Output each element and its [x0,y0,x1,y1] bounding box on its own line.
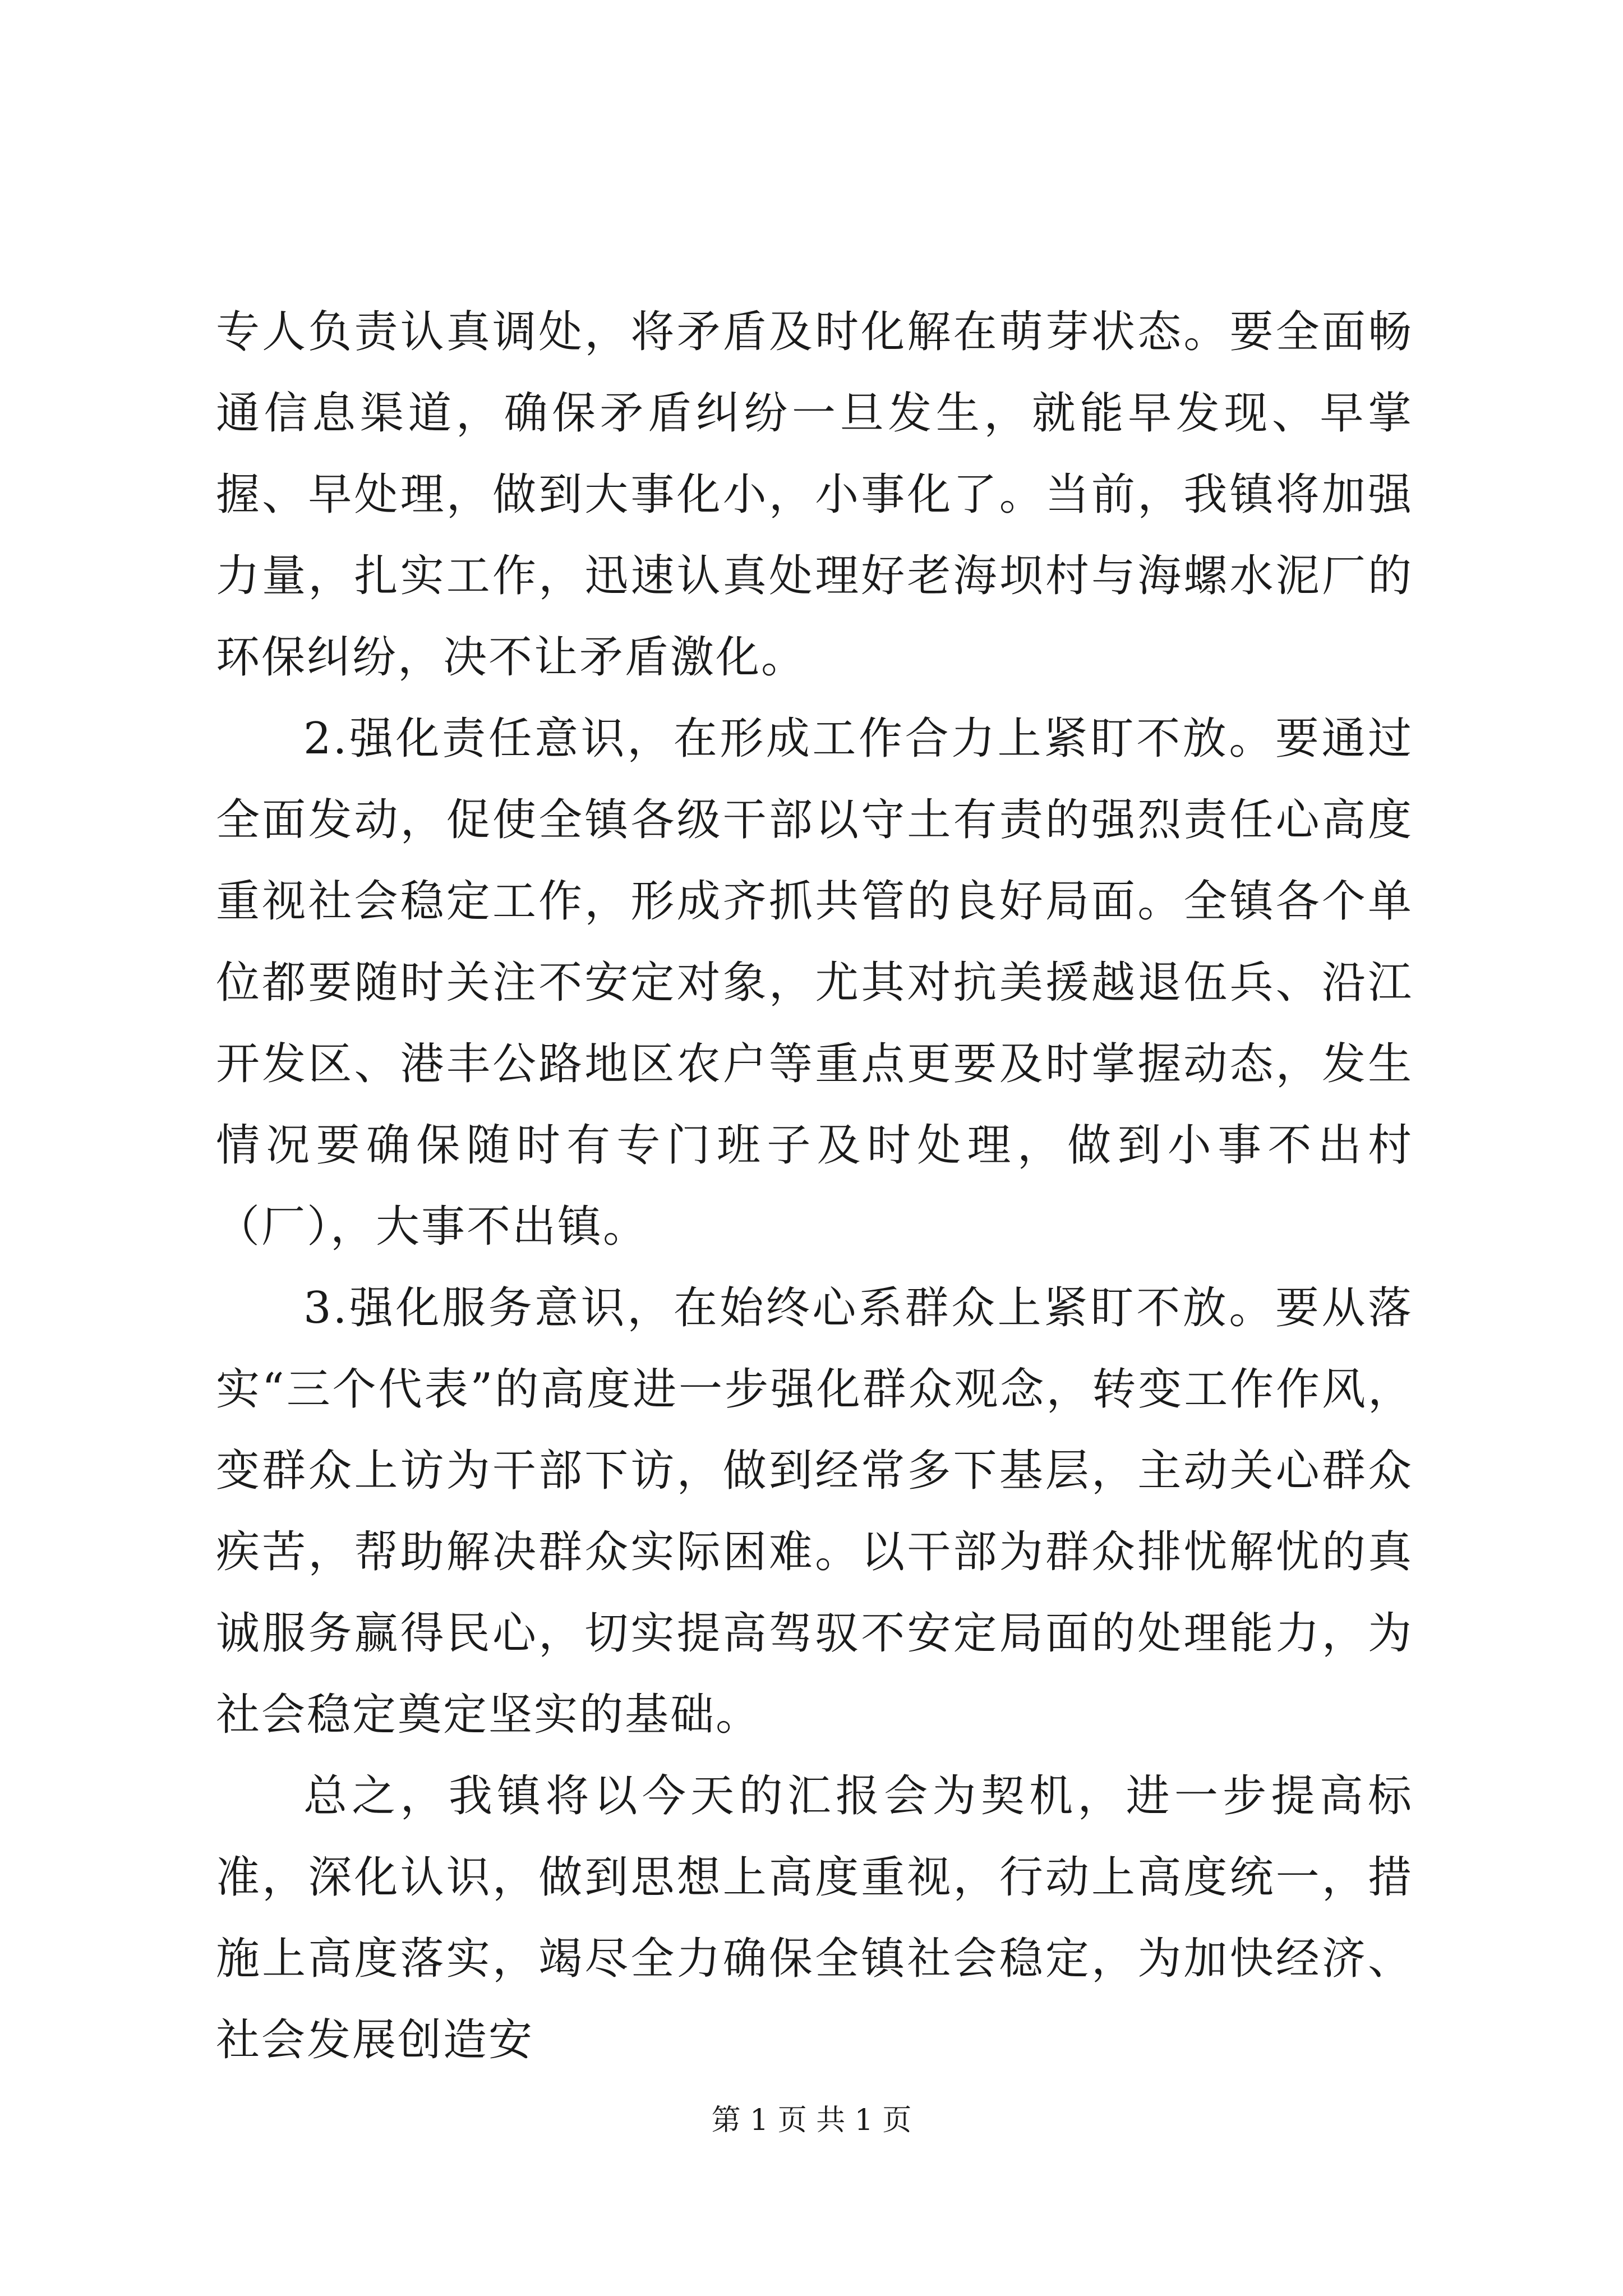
paragraph-conclusion: 总之，我镇将以今天的汇报会为契机，进一步提高标准，深化认识，做到思想上高度重视，行动上高度统一，措施上高度落实，竭尽全力确保全镇社会稳定，为加快经济、社会发展创造安 [216,1771,1413,2065]
page-number-footer: 第 1 页 共 1 页 [711,2104,912,2137]
paragraph-service: 3.强化服务意识，在始终心系群众上紧盯不放。要从落实“三个代表”的高度进一步强化群众观念，转变工作作风，变群众上访为干部下访，做到经常多下基层，主动关心群众疾苦，帮助解决群众实际困难。以干部为群众排忧解忧的真诚服务赢得民心，切实提高驾驭不安定局面的处理能力，为社会稳定奠定坚实的基础。 [216,1283,1413,1740]
document-body [216,292,1413,2081]
paragraph-responsibility: 2.强化责任意识，在形成工作合力上紧盯不放。要通过全面发动，促使全镇各级干部以守土有责的强烈责任心高度重视社会稳定工作，形成齐抓共管的良好局面。全镇各个单位都要随时关注不安定对象，尤其对抗美援越退伍兵、沿江开发区、港丰公路地区农户等重点更要及时掌握动态，发生情况要确保随时有专门班子及时处理，做到小事不出村（厂），大事不出镇。 [216,714,1413,1252]
paragraph-continuation: 专人负责认真调处，将矛盾及时化解在萌芽状态。要全面畅通信息渠道，确保矛盾纠纷一旦发生，就能早发现、早掌握、早处理，做到大事化小，小事化了。当前，我镇将加强力量，扎实工作，迅速认真处理好老海坝村与海螺水泥厂的环保纠纷，决不让矛盾激化。 [216,307,1413,683]
